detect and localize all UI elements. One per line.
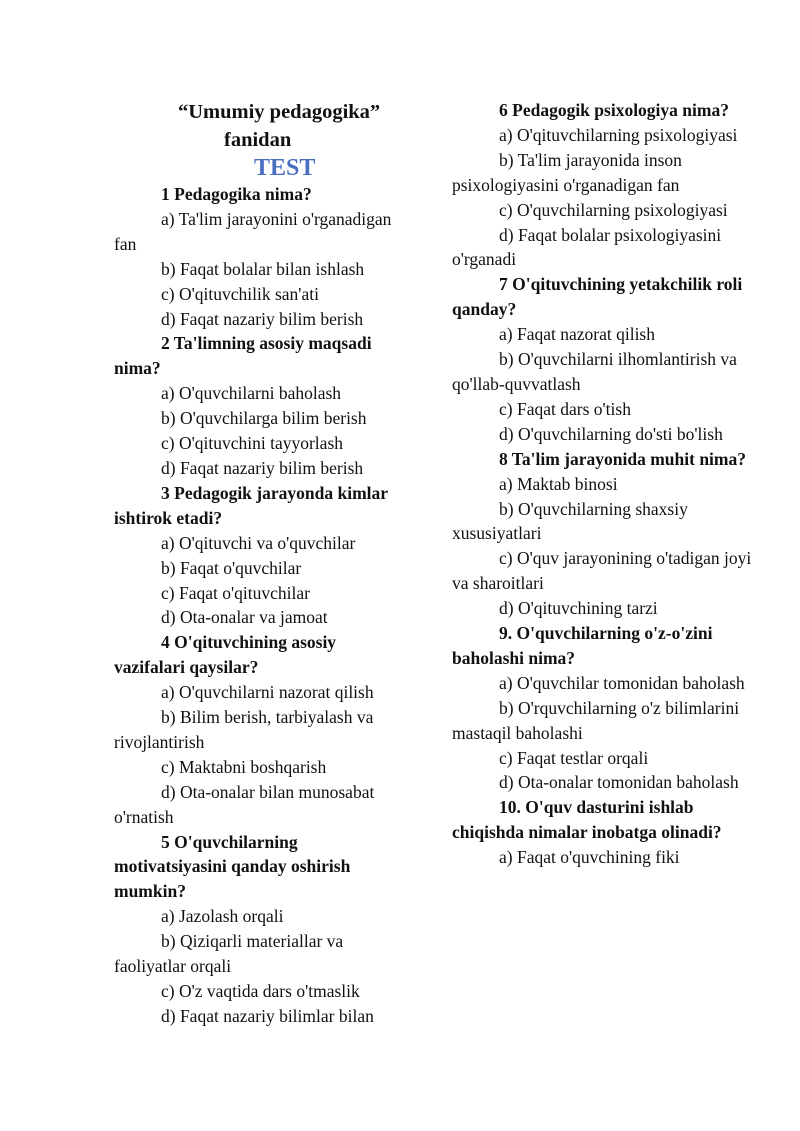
question-text: 10. O'quv dasturini ishlab chiqishda nimalar inobatga olinadi? [452, 797, 722, 843]
answer-option: b) O'quvchilarning shaxsiy xususiyatlari [452, 498, 688, 544]
answer-option: d) Faqat nazariy bilim berish [161, 308, 364, 329]
question-text: 4 O'qituvchining asosiy vazifalari qaysilar? [114, 632, 337, 678]
answer-option: d) O'qituvchining tarzi [499, 598, 658, 619]
answer-option: d) Ota-onalar bilan munosabat o'rnatish [114, 781, 375, 827]
right-column [452, 98, 752, 870]
question-text: 3 Pedagogik jarayonda kimlar ishtirok etadi? [114, 482, 388, 528]
answer-option: b) Faqat o'quvchilar [161, 557, 302, 578]
answer-option: b) Qiziqarli materiallar va faoliyatlar orqali [114, 931, 344, 977]
question-text: 8 Ta'lim jarayonida muhit nima? [499, 448, 746, 469]
answer-option: a) O'qituvchilarning psixologiyasi [499, 124, 738, 145]
answer-option: d) Faqat nazariy bilimlar bilan [161, 1005, 374, 1026]
answer-option: d) O'quvchilarning do'sti bo'lish [499, 423, 723, 444]
answer-option: c) O'z vaqtida dars o'tmaslik [161, 981, 360, 1001]
answer-option: b) Ta'lim jarayonida inson psixologiyasini o'rganadigan fan [452, 149, 682, 195]
document-subtitle: fanidan [224, 129, 292, 151]
question-text: 1 Pedagogika nima? [161, 184, 312, 204]
answer-option: c) Faqat o'qituvchilar [161, 582, 310, 603]
answer-option: c) Faqat dars o'tish [499, 398, 631, 419]
answer-option: a) O'quvchilarni baholash [161, 383, 342, 404]
answer-option: a) Ta'lim jarayonini o'rganadigan fan [114, 208, 392, 254]
answer-option: a) O'qituvchi va o'quvchilar [161, 532, 356, 553]
answer-option: c) O'qituvchilik san'ati [161, 283, 319, 304]
answer-option: a) Jazolash orqali [161, 906, 284, 927]
answer-option: a) O'quvchilarni nazorat qilish [161, 682, 374, 703]
answer-option: b) O'quvchilarga bilim berish [161, 408, 367, 429]
right-question-list [452, 98, 752, 870]
left-question-list [114, 182, 399, 1029]
answer-option: c) Maktabni boshqarish [161, 756, 327, 777]
answer-option: a) Faqat o'quvchining fiki [499, 847, 680, 868]
answer-option: b) Faqat bolalar bilan ishlash [161, 258, 365, 279]
question-text: 9. O'quvchilarning o'z-o'zini baholashi nima? [452, 623, 713, 668]
answer-option: a) Maktab binosi [499, 473, 618, 494]
question-text: 2 Ta'limning asosiy maqsadi nima? [114, 333, 372, 379]
answer-option: b) O'quvchilarni ilhomlantirish va qo'llab-quvvatlash [452, 349, 737, 394]
question-text: 7 O'qituvchining yetakchilik roli qanday? [452, 274, 743, 320]
document-title: “Umumiy pedagogika” [178, 101, 381, 123]
answer-option: c) O'quvchilarning psixologiyasi [499, 199, 728, 220]
answer-option: b) Bilim berish, tarbiyalash va rivojlantirish [114, 707, 374, 752]
left-column [114, 98, 399, 1029]
answer-option: b) O'rquvchilarning o'z bilimlarini mastaqil baholashi [452, 697, 740, 743]
answer-option: c) Faqat testlar orqali [499, 747, 649, 768]
answer-option: c) O'qituvchini tayyorlash [161, 433, 343, 454]
answer-option: a) Faqat nazorat qilish [499, 324, 655, 345]
question-text: 6 Pedagogik psixologiya nima? [499, 100, 729, 120]
answer-option: d) Ota-onalar va jamoat [161, 607, 328, 628]
question-text: 5 O'quvchilarning motivatsiyasini qanday oshirish mumkin? [114, 831, 351, 902]
answer-option: d) Faqat nazariy bilim berish [161, 457, 364, 478]
answer-option: c) O'quv jarayonining o'tadigan joyi va sharoitlari [452, 548, 752, 594]
answer-option: d) Faqat bolalar psixologiyasini o'rganadi [452, 224, 722, 270]
answer-option: d) Ota-onalar tomonidan baholash [499, 772, 739, 793]
test-heading: TEST [254, 155, 316, 181]
answer-option: a) O'quvchilar tomonidan baholash [499, 672, 745, 693]
